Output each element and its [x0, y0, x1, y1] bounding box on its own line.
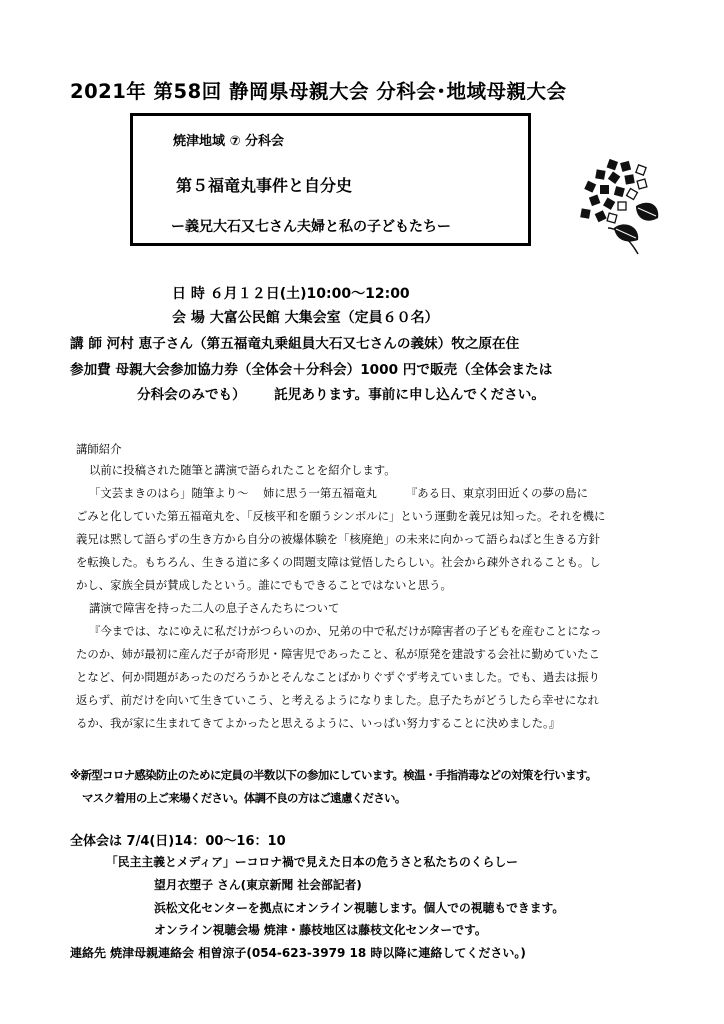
covid-notice-line-1: ※新型コロナ感染防止のために定員の半数以下の参加にしています。検温・手指消毒などの対策を行います。: [70, 768, 597, 782]
covid-notice-line-2: マスク着用の上ご来場ください。体調不良の方はご遠慮ください。: [82, 791, 406, 805]
contact-line: 連絡先 焼津母親連絡会 相曽涼子(054-623-3979 18 時以降に連絡してください。): [70, 946, 526, 960]
intro-line: 返らず、前だけを向いて生きていこう、と考えるようになりました。息子たちがどうしたら幸せになれ: [76, 693, 600, 707]
document-title: 2021年 第58回 静岡県母親大会 分科会･地域母親大会: [70, 80, 567, 103]
intro-heading: 講師紹介: [76, 442, 122, 456]
event-datetime: 日 時 ６月１２日(土)10:00～12:00: [172, 286, 410, 302]
session-label: 焼津地域 ⑦ 分科会: [173, 134, 285, 149]
session-box: [130, 113, 531, 246]
intro-line: 講演で障害を持った二人の息子さんたちについて: [89, 601, 340, 615]
intro-line: となど、何か問題があったのだろうかとそんなことばかりぐずぐず考えていました。でも、過去は振り: [76, 670, 600, 684]
intro-line: 以前に投稿された随筆と講演で語られたことを紹介します。: [89, 463, 396, 477]
lecturer-line: 講 師 河村 恵子さん（第五福竜丸乗組員大石又七さんの義妹）牧之原在住: [70, 336, 520, 352]
intro-line: 『今までは、なにゆえに私だけがつらいのか、兄弟の中で私だけが障害者の子どもを産むことになっ: [89, 624, 602, 638]
intro-line: 義兄は黙して語らずの生き方から自分の被爆体験を「核廃絶」の未来に向かって語らねばと生きる方針: [76, 532, 600, 546]
fee-line-2: 分科会のみでも） 託児あります。事前に申し込んでください。: [137, 387, 545, 403]
intro-line: 「文芸まきのはら」随筆より～ 姉に思う一第五福竜丸 『ある日、東京羽田近くの夢の島に: [89, 486, 589, 500]
intro-line: ごみと化していた第五福竜丸を、「反核平和を願うシンボルに」という運動を義兄は知った。それを機に: [76, 509, 606, 523]
fee-line-1: 参加費 母親大会参加協力券（全体会＋分科会）1000 円で販売（全体会または: [70, 362, 553, 378]
session-subtitle: ー義兄大石又七さん夫婦と私の子どもたちー: [171, 219, 451, 235]
intro-line: るか、我が家に生まれてきてよかったと思えるように、いっぱい努力することに決めました。』: [76, 716, 561, 730]
hydrangea-illustration: [578, 158, 660, 256]
intro-line: かし、家族全員が賛成したという。誰にでもできることではないと思う。: [76, 578, 452, 592]
intro-line: を転換した。もちろん、生きる道に多くの問題支障は覚悟したらしい。社会から疎外されることも。し: [76, 555, 601, 569]
plenary-online-note: 浜松文化センターを拠点にオンライン視聴します。個人での視聴もできます。: [154, 901, 565, 915]
plenary-heading: 全体会は 7/4(日)14：00～16：10: [70, 834, 286, 849]
plenary-talk-title: 「民主主義とメディア」ーコロナ禍で見えた日本の危うさと私たちのくらしー: [106, 855, 518, 869]
session-title: 第５福竜丸事件と自分史: [176, 176, 353, 195]
intro-line: たのか、姉が最初に産んだ子が奇形児・障害児であったこと、私が原発を建設する会社に勤めていたこ: [76, 647, 600, 661]
plenary-speaker: 望月衣塑子 さん(東京新聞 社会部記者): [154, 878, 362, 892]
plenary-venue-note: オンライン視聴会場 焼津・藤枝地区は藤枝文化センターです。: [154, 923, 487, 937]
event-venue: 会 場 大富公民館 大集会室（定員６０名）: [172, 310, 439, 326]
